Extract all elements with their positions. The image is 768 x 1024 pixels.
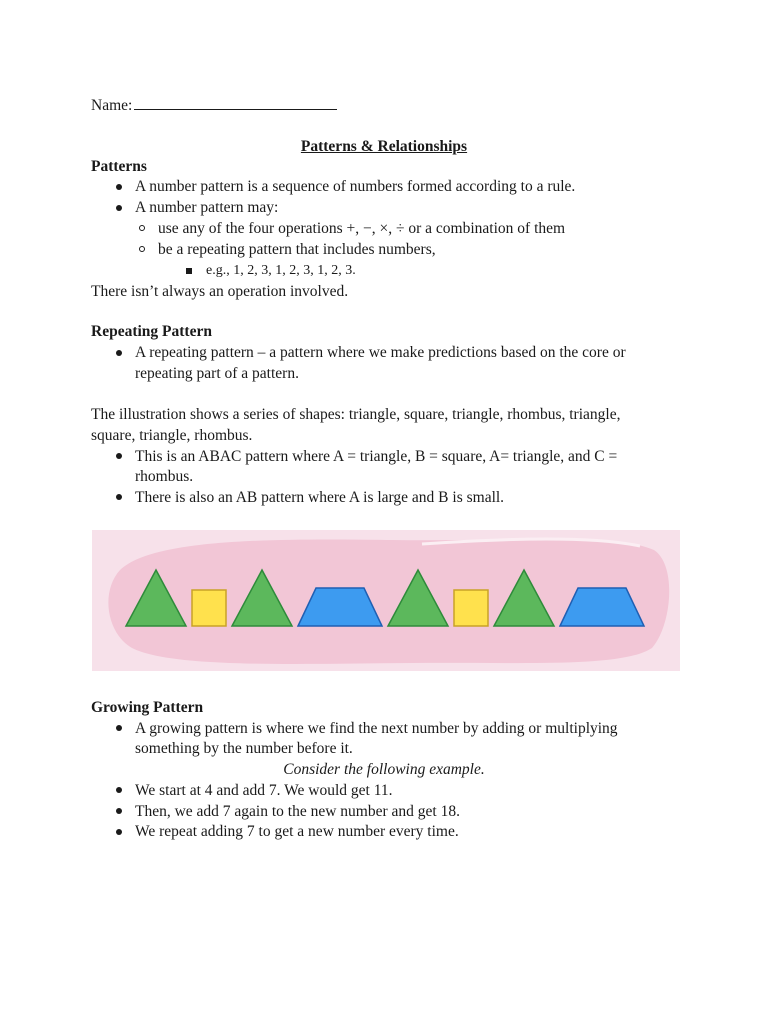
- bullet-icon: [116, 725, 122, 731]
- repeating-heading: Repeating Pattern: [91, 323, 212, 340]
- square-shape: [192, 590, 226, 626]
- patterns-sub-bullet-1: use any of the four operations +, −, ×, ÷ or a combination of them: [158, 220, 566, 237]
- circle-bullet-icon: [139, 246, 145, 252]
- patterns-bullet-2: A number pattern may:: [135, 199, 279, 216]
- name-field: [91, 94, 337, 117]
- growing-heading: Growing Pattern: [91, 699, 204, 716]
- growing-bullet-1-line-1: A growing pattern is where we find the next number by adding or multiplying: [135, 720, 618, 737]
- growing-bullet-3: Then, we add 7 again to the new number and get 18.: [135, 803, 460, 820]
- bullet-icon: [116, 350, 122, 356]
- name-label: Name:: [91, 97, 133, 114]
- patterns-sub-bullet-2: be a repeating pattern that includes numbers,: [158, 241, 436, 258]
- repeating-paragraph-line-1: The illustration shows a series of shapes: triangle, square, triangle, rhombus, triangle,: [91, 406, 621, 423]
- bullet-icon: [116, 453, 122, 459]
- growing-bullet-4: We repeat adding 7 to get a new number every time.: [135, 823, 459, 840]
- square-shape: [454, 590, 488, 626]
- bullet-icon: [116, 787, 122, 793]
- patterns-heading: Patterns: [91, 158, 147, 175]
- patterns-example: e.g., 1, 2, 3, 1, 2, 3, 1, 2, 3.: [206, 263, 356, 278]
- bullet-icon: [116, 184, 122, 190]
- growing-bullet-1-line-2: something by the number before it.: [135, 740, 353, 757]
- growing-example-caption: Consider the following example.: [283, 761, 485, 778]
- growing-bullet-2: We start at 4 and add 7. We would get 11.: [135, 782, 393, 799]
- page-title: Patterns & Relationships: [300, 138, 468, 155]
- shape-pattern-illustration: [92, 530, 680, 671]
- circle-bullet-icon: [139, 225, 145, 231]
- repeating-paragraph-line-2: square, triangle, rhombus.: [91, 427, 253, 444]
- repeating-bullet-2-line-1: This is an ABAC pattern where A = triangle, B = square, A= triangle, and C =: [135, 448, 618, 465]
- bullet-icon: [116, 205, 122, 211]
- bullet-icon: [116, 808, 122, 814]
- patterns-bullet-1: A number pattern is a sequence of numbers formed according to a rule.: [135, 178, 576, 195]
- repeating-bullet-2-line-2: rhombus.: [135, 468, 194, 485]
- repeating-bullet-3: There is also an AB pattern where A is large and B is small.: [135, 489, 505, 506]
- bullet-icon: [116, 494, 122, 500]
- patterns-note: There isn’t always an operation involved.: [91, 283, 349, 300]
- square-bullet-icon: [186, 268, 192, 274]
- repeating-bullet-1-line-1: A repeating pattern – a pattern where we make predictions based on the core or: [135, 344, 626, 361]
- bullet-icon: [116, 829, 122, 835]
- repeating-bullet-1-line-2: repeating part of a pattern.: [135, 365, 299, 382]
- name-blank-line: [134, 94, 337, 110]
